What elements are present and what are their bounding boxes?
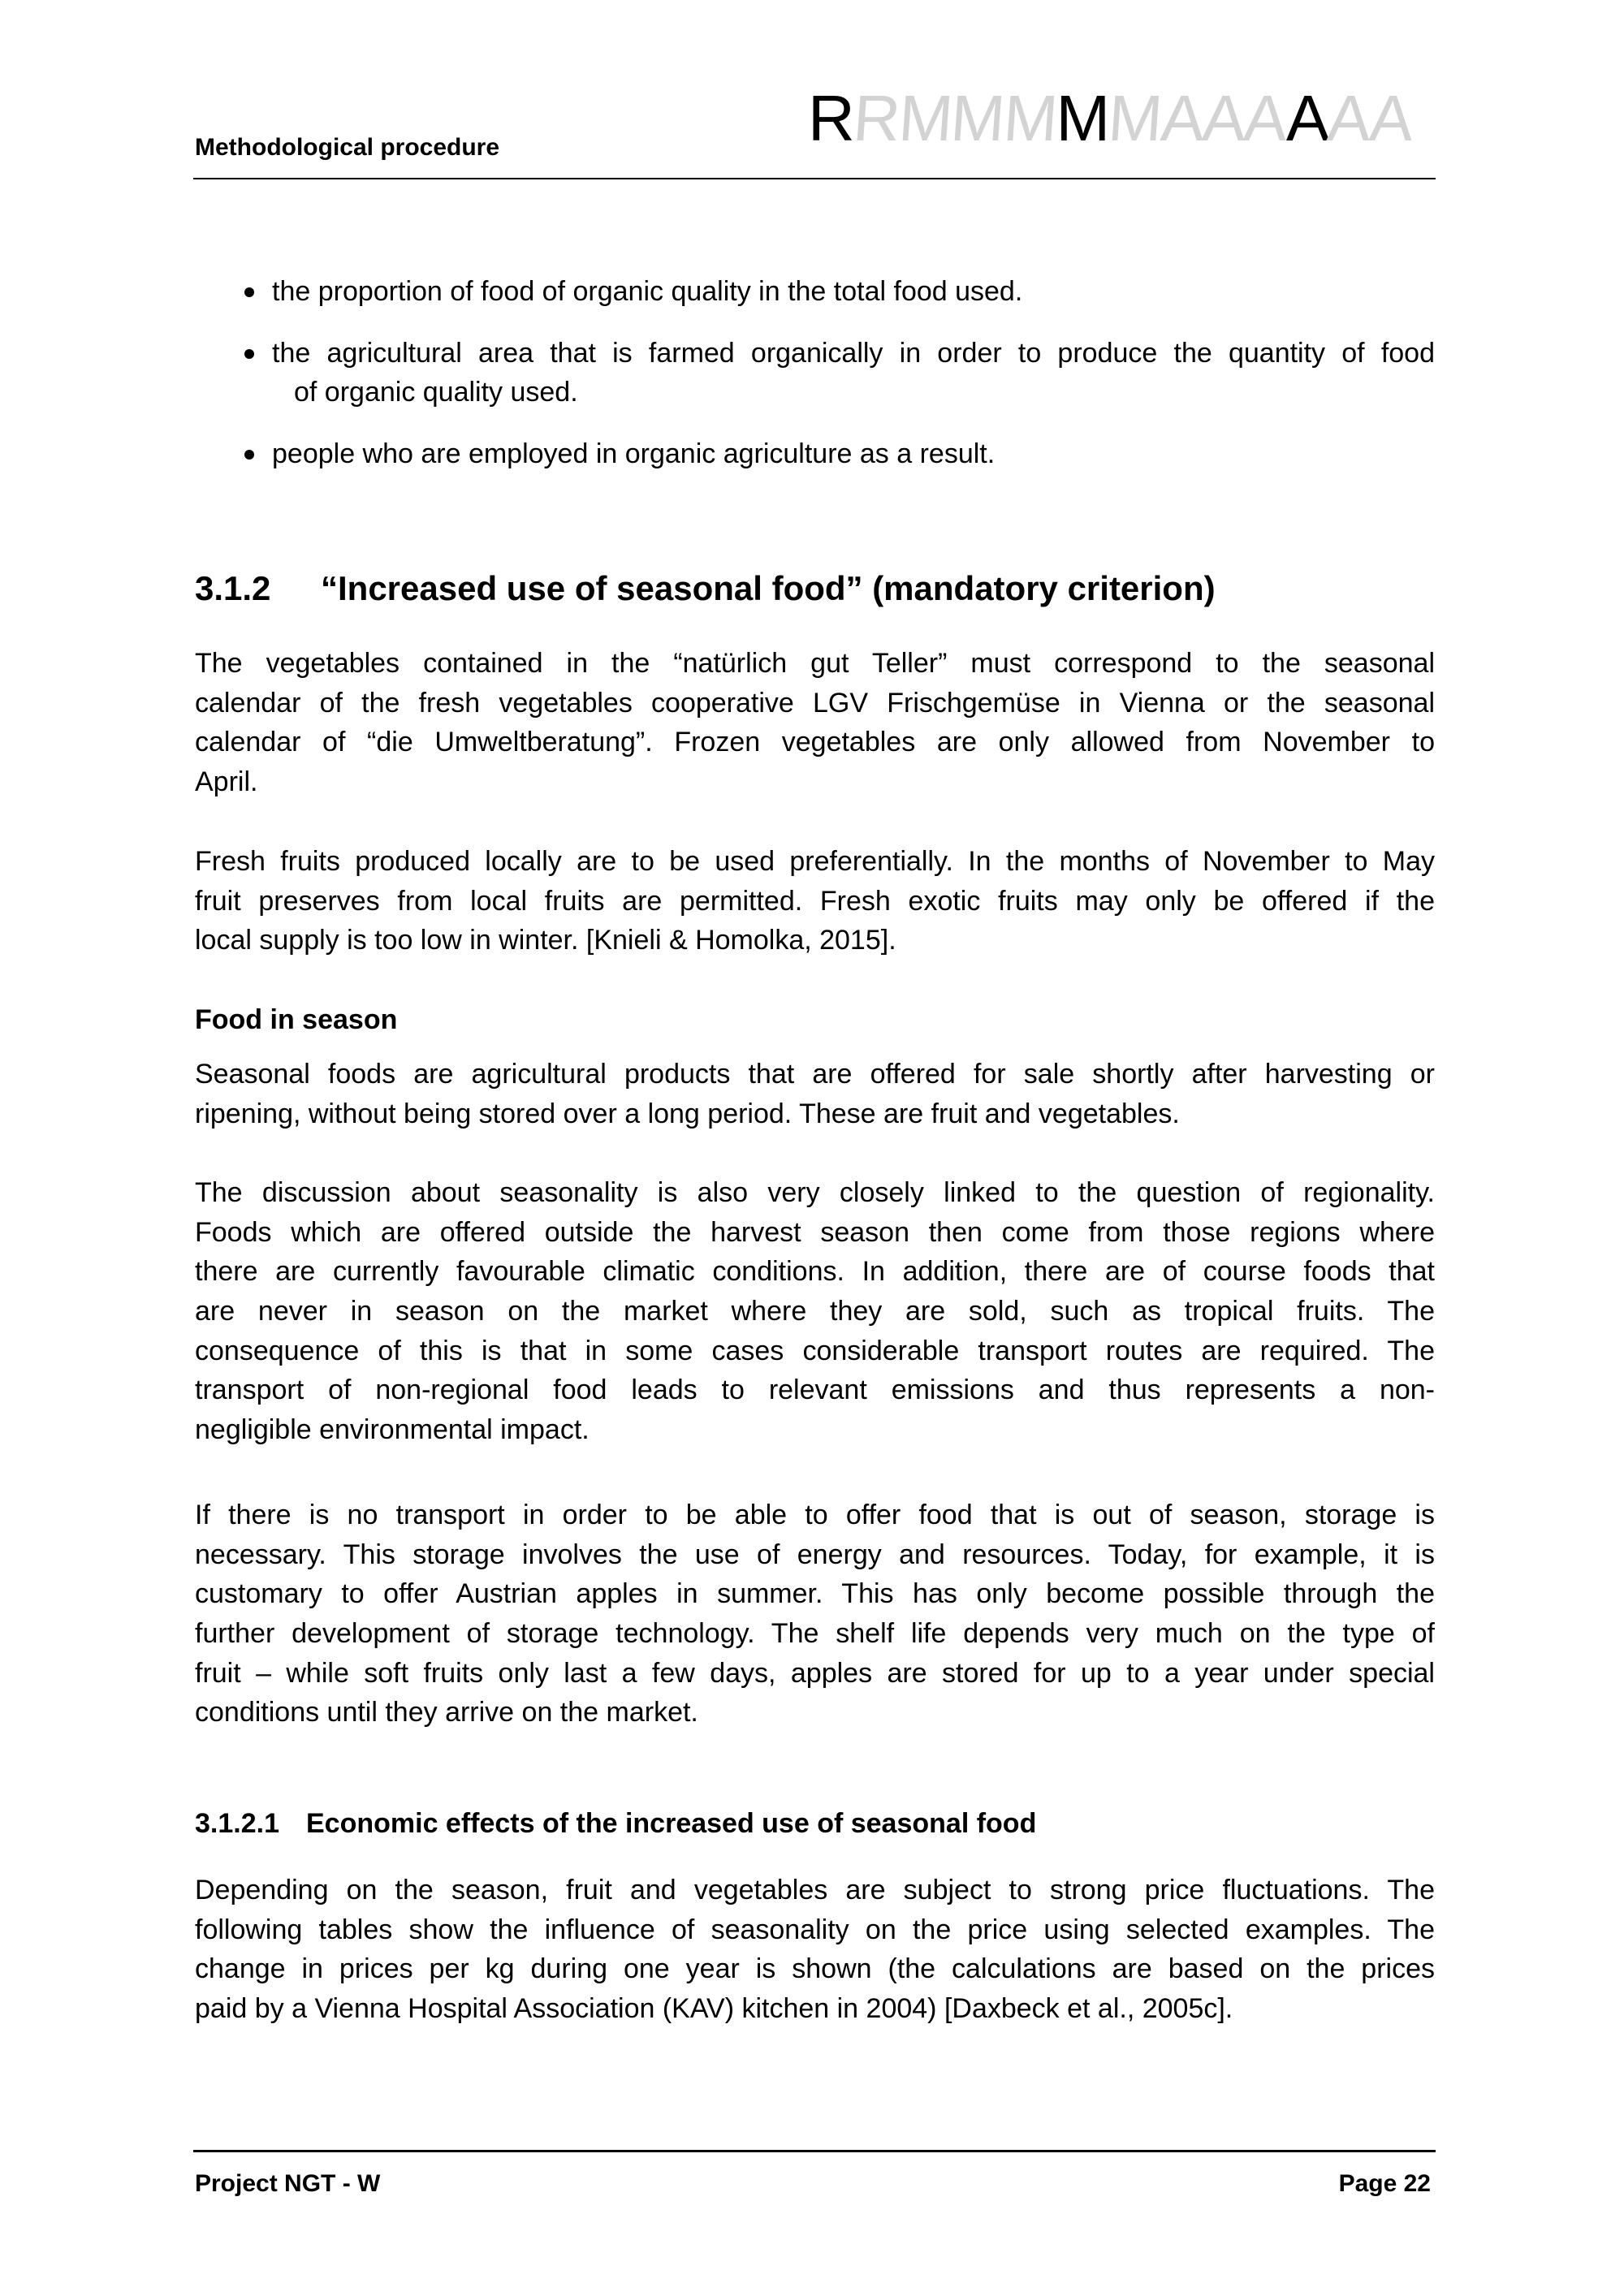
paragraph-seasonal-calendar	[195, 644, 1435, 802]
footer-project-name: Project NGT - W	[195, 2170, 381, 2197]
list-item	[195, 272, 1435, 311]
footer-page-number: Page 22	[1338, 2170, 1431, 2197]
list-item-text: the proportion of food of organic quality in the total food used.	[272, 276, 1023, 307]
logo-letter: M	[1000, 82, 1059, 154]
logo-letter: M	[1056, 82, 1109, 154]
bullet-icon	[244, 349, 254, 359]
paragraph-price-fluctuations	[195, 1871, 1435, 2029]
logo-letter: M	[896, 82, 954, 154]
text-line: calendar of “die Umweltberatung”. Frozen vegetables are only allowed from November to	[195, 727, 1435, 758]
text-line: paid by a Vienna Hospital Association (KAV) kitchen in 2004) [Daxbeck et al., 2005c].	[195, 1993, 1233, 2025]
rma-logo	[808, 82, 1415, 154]
paragraph-storage	[195, 1495, 1435, 1733]
bullet-icon	[244, 287, 254, 297]
text-line: consequence of this is that in some cases considerable transport routes are required. The	[195, 1335, 1435, 1366]
text-line: calendar of the fresh vegetables cooperative LGV Frischgemüse in Vienna or the seasonal	[195, 687, 1435, 719]
running-header-title: Methodological procedure	[195, 134, 500, 161]
logo-letter: A	[1285, 82, 1328, 154]
text-line: following tables show the influence of seasonality on the price using selected examples. The	[195, 1914, 1435, 1945]
subsection-title: Economic effects of the increased use of seasonal food	[306, 1808, 1037, 1839]
text-line: Depending on the season, fruit and vegetables are subject to strong price fluctuations. The	[195, 1875, 1435, 1905]
text-line: Seasonal foods are agricultural products that are offered for sale shortly after harvesting or	[195, 1059, 1435, 1090]
paragraph-seasonal-foods	[195, 1055, 1435, 1133]
list-item-text: people who are employed in organic agriculture as a result.	[272, 438, 996, 469]
text-line: further development of storage technology. The shelf life depends very much on the type of	[195, 1618, 1435, 1650]
subsection-heading	[195, 1807, 1036, 1840]
logo-letter: M	[1106, 82, 1164, 154]
text-line: change in prices per kg during one year is shown (the calculations are based on the prices	[195, 1953, 1435, 1985]
text-line: conditions until they arrive on the market.	[195, 1697, 698, 1728]
text-line: April.	[195, 766, 258, 798]
text-line: The vegetables contained in the “natürlich gut Teller” must correspond to the seasonal	[195, 648, 1435, 679]
text-line: there are currently favourable climatic conditions. In addition, there are of course foods that	[195, 1256, 1435, 1288]
logo-letter: R	[850, 82, 901, 154]
text-line: necessary. This storage involves the use of energy and resources. Today, for example, it is	[195, 1539, 1435, 1570]
text-line: are never in season on the market where they are sold, such as tropical fruits. The	[195, 1296, 1435, 1327]
text-line: If there is no transport in order to be able to offer food that is out of season, storage is	[195, 1500, 1435, 1530]
bullet-list	[195, 272, 1435, 496]
logo-letter: A	[1367, 82, 1415, 154]
logo-letter: M	[948, 82, 1006, 154]
text-line: fruit – while soft fruits only last a few days, apples are stored for up to a year under special	[195, 1657, 1435, 1689]
list-item	[195, 434, 1435, 473]
header-divider	[193, 178, 1436, 179]
paragraph-fresh-fruits	[195, 842, 1435, 960]
logo-letter: A	[1242, 82, 1289, 154]
text-line: The discussion about seasonality is also very closely linked to the question of regionality.	[195, 1177, 1435, 1208]
logo-letter: R	[808, 82, 853, 154]
logo-letter: A	[1325, 82, 1372, 154]
paragraph-regionality	[195, 1173, 1435, 1450]
bullet-icon	[244, 450, 254, 460]
footer-divider	[193, 2150, 1436, 2152]
text-line: fruit preserves from local fruits are permitted. Fresh exotic fruits may only be offered if the	[195, 885, 1435, 917]
text-line: negligible environmental impact.	[195, 1414, 590, 1446]
section-number: 3.1.2	[195, 569, 271, 607]
text-line: customary to offer Austrian apples in summer. This has only become possible through the	[195, 1578, 1435, 1610]
section-heading	[195, 568, 1216, 609]
list-item	[195, 334, 1435, 412]
subsection-number: 3.1.2.1	[195, 1808, 279, 1839]
logo-letter: A	[1200, 82, 1247, 154]
text-line: ripening, without being stored over a long period. These are fruit and vegetables.	[195, 1098, 1180, 1129]
text-line: Foods which are offered outside the harvest season then come from those regions where	[195, 1216, 1435, 1248]
logo-letter: A	[1158, 82, 1206, 154]
food-in-season-heading: Food in season	[195, 1004, 398, 1035]
list-item-text: of organic quality used.	[294, 377, 578, 408]
section-title: “Increased use of seasonal food” (mandatory criterion)	[321, 569, 1216, 607]
text-line: Fresh fruits produced locally are to be used preferentially. In the months of November to May	[195, 846, 1435, 877]
text-line: transport of non-regional food leads to relevant emissions and thus represents a non-	[195, 1375, 1435, 1406]
list-item-text: the agricultural area that is farmed organically in order to produce the quantity of food	[272, 338, 1435, 369]
text-line: local supply is too low in winter. [Knieli & Homolka, 2015].	[195, 925, 896, 956]
